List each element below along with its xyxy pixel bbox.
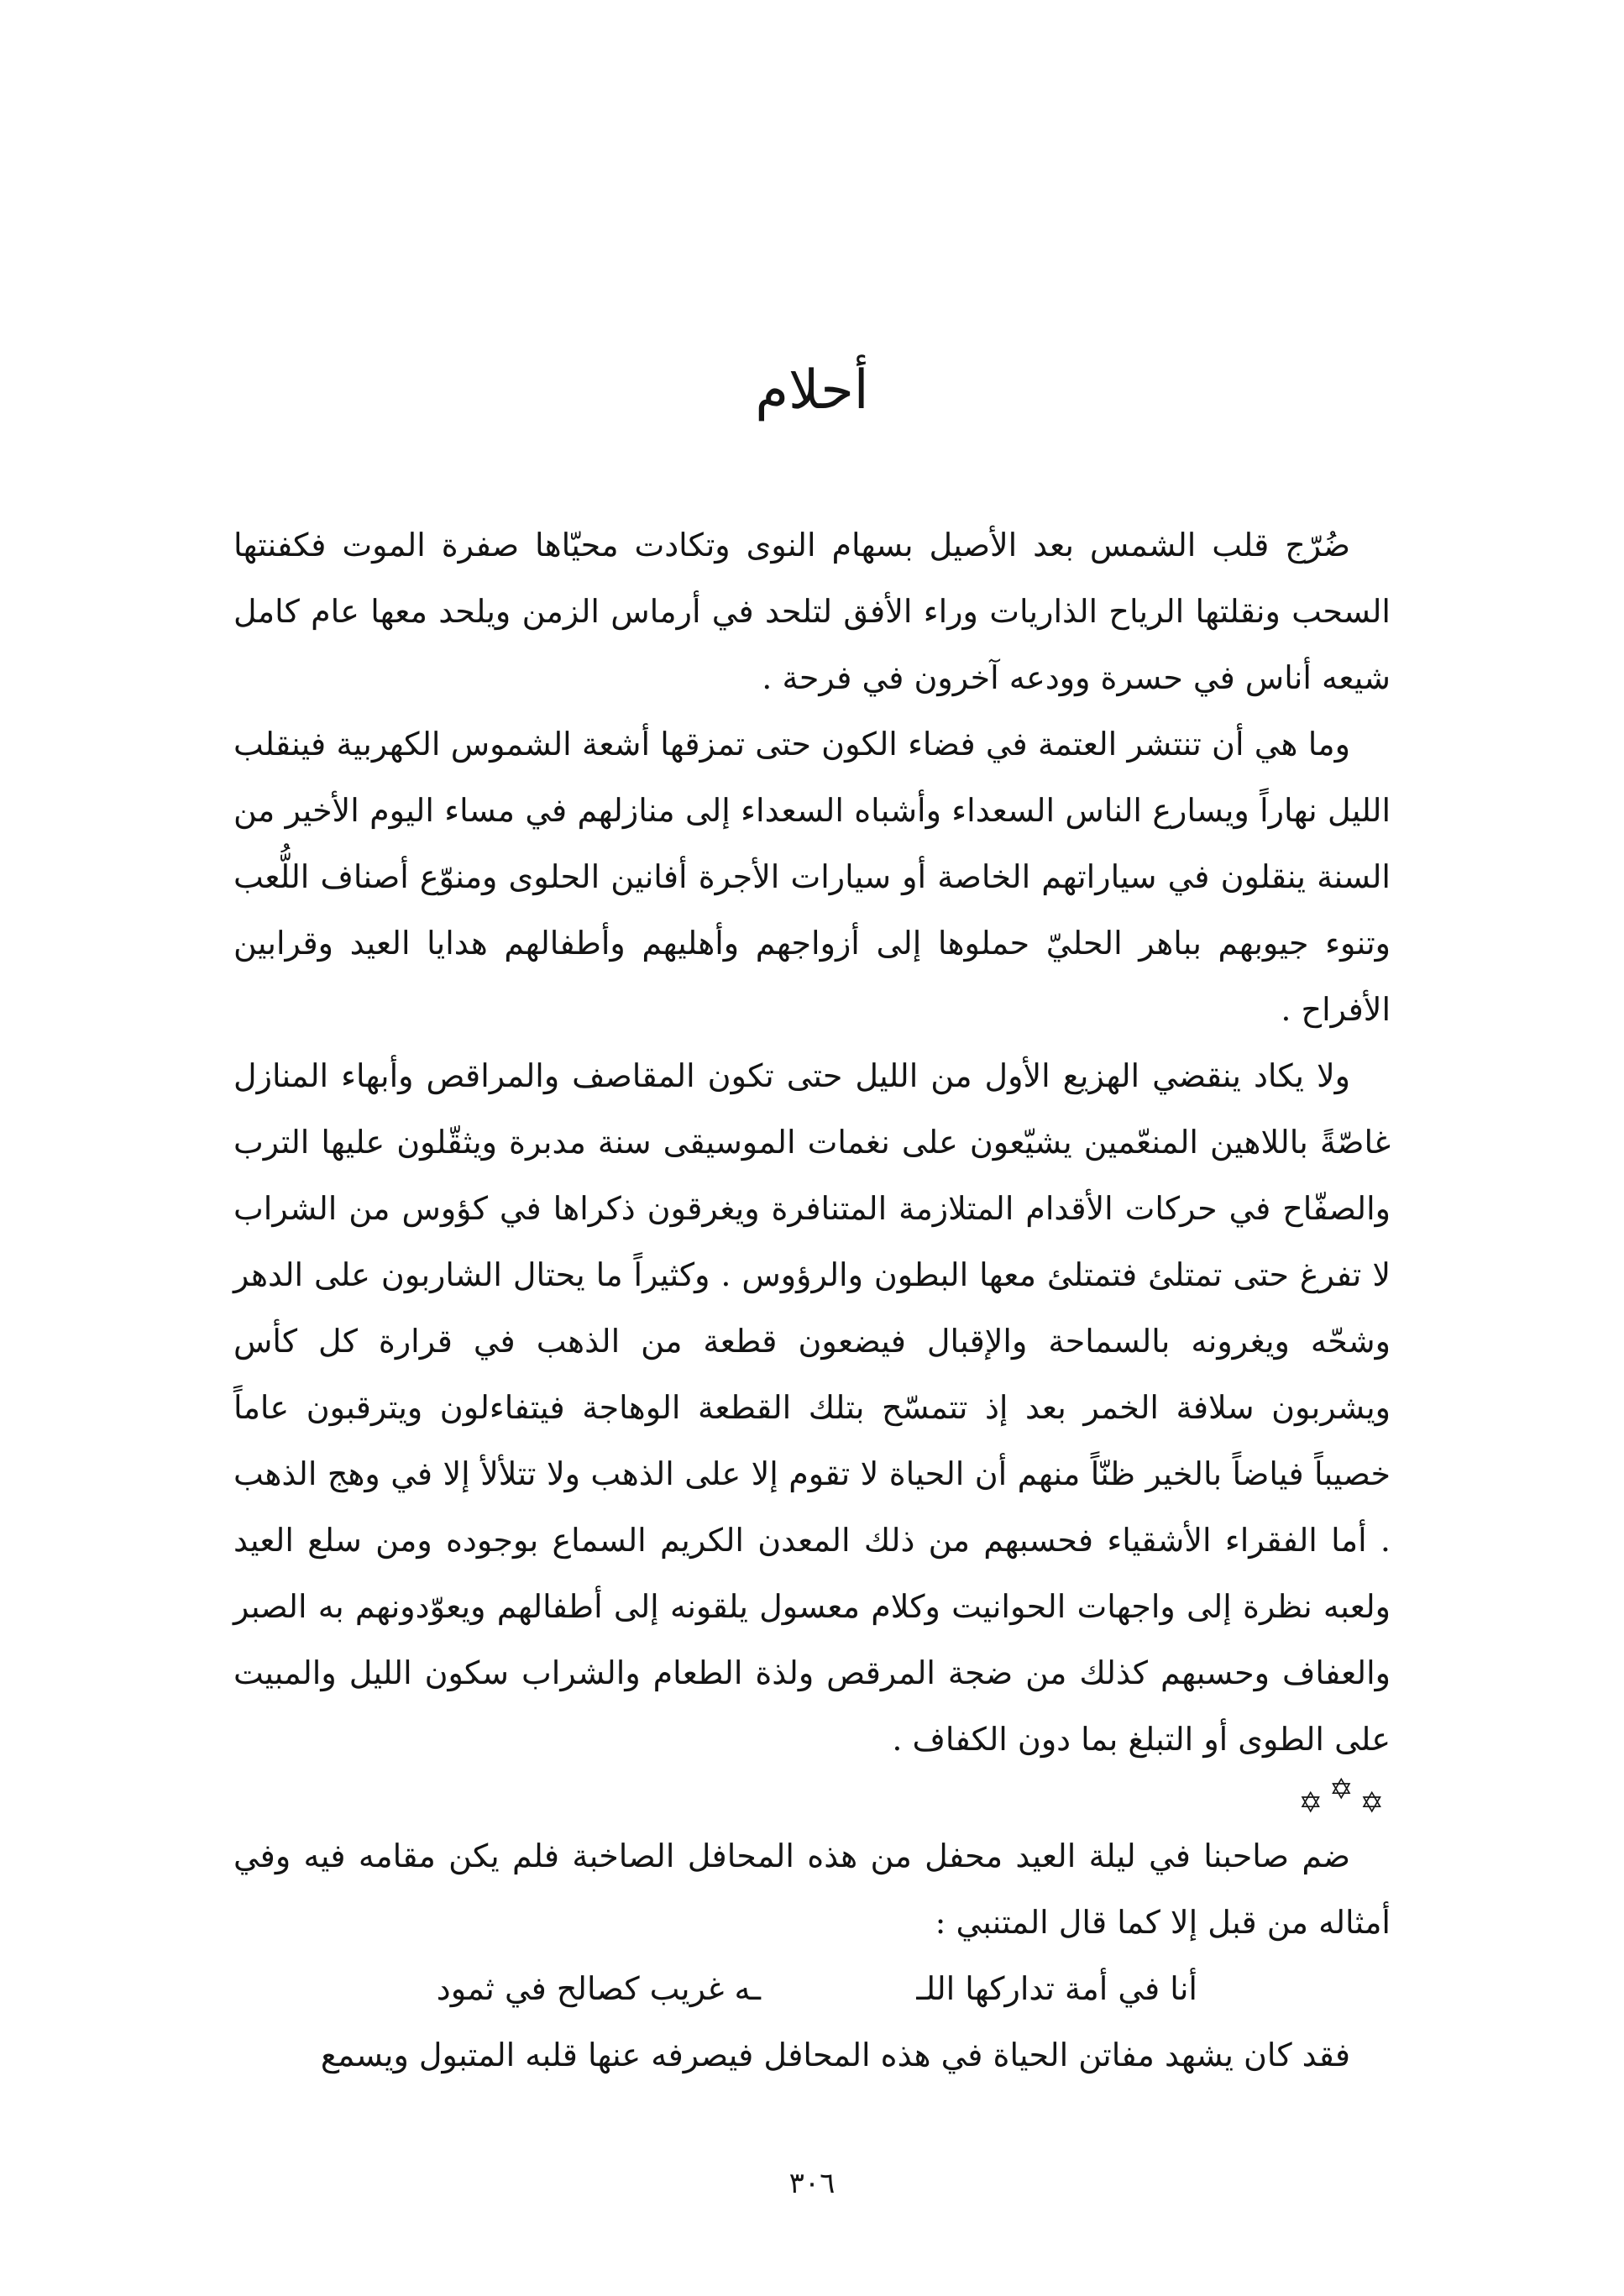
paragraph-4: ضم صاحبنا في ليلة العيد محفل من هذه المحافل الصاخبة فلم يكن مقامه فيه وفي أمثاله من قبل إلا كما قال المتنبي : bbox=[233, 1837, 1391, 1941]
paragraph-2: وما هي أن تنتشر العتمة في فضاء الكون حتى تمزقها أشعة الشموس الكهربية فينقلب الليل نهاراً ويسارع الناس السعداء وأشباه السعداء إلى منازلهم في مساء اليوم الأخير من السنة ينقلون في سياراتهم الخاصة أو سيارات الأجرة أفانين الحلوى ومنوّع أصناف اللُّعب وتنوء جيوبهم بباهر الحليّ حملوها إلى أزواجهم وأهليهم وأطفالهم هدايا العيد وقرابين الأفراح . bbox=[233, 726, 1391, 1028]
paragraph-3: ولا يكاد ينقضي الهزيع الأول من الليل حتى تكون المقاصف والمراقص وأبهاء المنازل غاصّةً باللاهين المنعّمين يشيّعون على نغمات الموسيقى سنة مدبرة ويثقّلون عليها الترب والصفّاح في حركات الأقدام المتلازمة المتنافرة ويغرقون ذكراها في كؤوس من الشراب لا تفرغ حتى تمتلئ فتمتلئ معها البطون والرؤوس . وكثيراً ما يحتال الشاربون على الدهر وشحّه ويغرونه بالسماحة والإقبال فيضعون قطعة من الذهب في قرارة كل كأس ويشربون سلافة الخمر بعد إذ تتمسّح بتلك القطعة الوهاجة فيتفاءلون ويترقبون عاماً خصيباً فياضاً بالخير ظنّاً منهم أن الحياة لا تقوم إلا على الذهب ولا تتلألأ إلا في وهج الذهب . أما الفقراء الأشقياء فحسبهم من ذلك المعدن الكريم السماع بوجوده ومن سلع العيد ولعبه نظرة إلى واجهات الحوانيت وكلام معسول يلقونه إلى أطفالهم ويعوّدونهم به الصبر والعفاف وحسبهم كذلك من ضجة المرقص ولذة الطعام والشراب سكون الليل والمبيت على الطوى أو التبلغ بما دون الكفاف . bbox=[233, 1057, 1391, 1758]
separator-star-icon: ✡ bbox=[1359, 1786, 1391, 1820]
paragraph-5: فقد كان يشهد مفاتن الحياة في هذه المحافل فيصرفه عنها قلبه المتبول ويسمع bbox=[320, 2037, 1350, 2073]
separator-star-icon: ✡ bbox=[1298, 1786, 1329, 1820]
separator-star-icon: ✡ bbox=[1329, 1773, 1360, 1806]
body-text bbox=[233, 512, 1391, 2089]
page-number: ٣٠٦ bbox=[788, 2167, 836, 2200]
section-separator bbox=[233, 1773, 1391, 1823]
paragraph-1: ضُرّج قلب الشمس بعد الأصيل بسهام النوى وتكادت محيّاها صفرة الموت فكفنتها السحب ونقلتها الرياح الذاريات وراء الأفق لتلحد في أرماس الزمن ويلحد معها عام كامل شيعه أناس في حسرة وودعه آخرون في فرحة . bbox=[233, 527, 1391, 696]
verse-first-hemistich: أنا في أمة تداركها اللـ bbox=[916, 1970, 1197, 2007]
poetry-verse bbox=[233, 1956, 1391, 2022]
chapter-title: أحلام bbox=[755, 359, 869, 422]
verse-second-hemistich: ـه غريب كصالح في ثمود bbox=[436, 1970, 761, 2007]
